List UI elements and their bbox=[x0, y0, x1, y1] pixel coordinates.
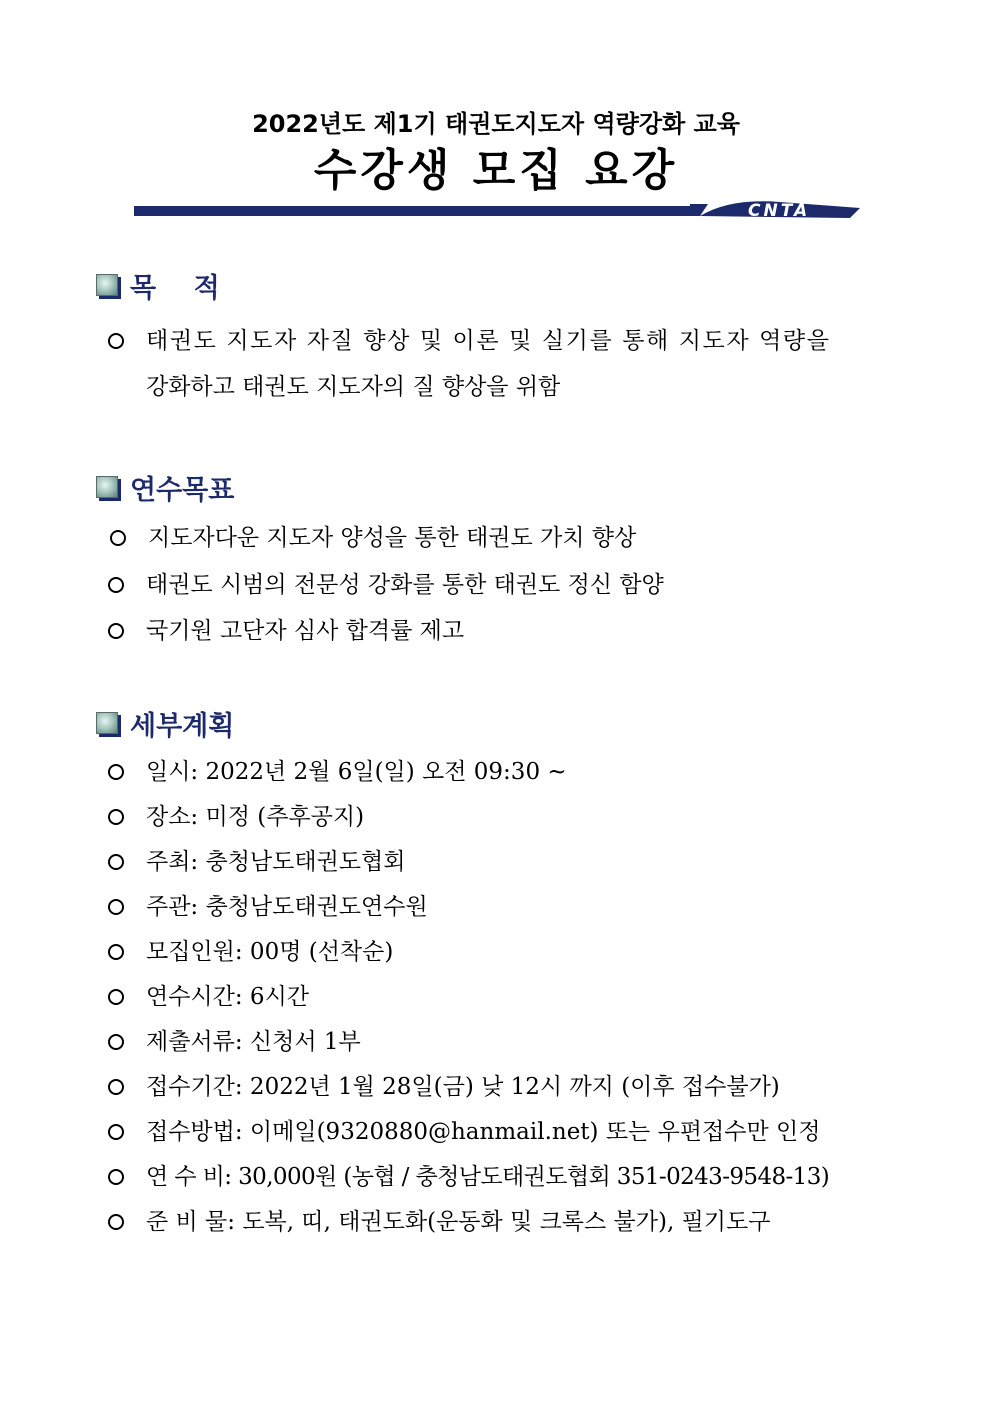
cnta-logo-text: CNTA bbox=[748, 201, 811, 221]
plan-item-text: 주관: 충청남도태권도연수원 bbox=[146, 894, 428, 920]
circle-bullet-icon bbox=[108, 1034, 124, 1050]
goal-item-text: 태권도 시범의 전문성 강화를 통한 태권도 정신 함양 bbox=[146, 572, 664, 598]
plan-item-text: 제출서류: 신청서 1부 bbox=[146, 1029, 361, 1055]
square-bullet-icon bbox=[96, 712, 118, 734]
circle-bullet-icon bbox=[108, 899, 124, 915]
circle-bullet-icon bbox=[108, 1079, 124, 1095]
cnta-logo bbox=[690, 194, 866, 224]
circle-bullet-icon bbox=[108, 854, 124, 870]
purpose-line-2: 강화하고 태권도 지도자의 질 향상을 위함 bbox=[146, 374, 561, 400]
section-goals-header bbox=[96, 470, 234, 504]
purpose-line-1: 태권도 지도자 자질 향상 및 이론 및 실기를 통해 지도자 역량을 bbox=[146, 328, 831, 354]
circle-bullet-icon bbox=[108, 577, 124, 593]
purpose-item bbox=[108, 326, 831, 356]
section-plan-header bbox=[96, 706, 234, 740]
plan-item bbox=[108, 937, 393, 967]
document-subtitle: 2022년도 제1기 태권도지도자 역량강화 교육 bbox=[252, 110, 740, 138]
circle-bullet-icon bbox=[108, 1214, 124, 1230]
goal-item-text: 국기원 고단자 심사 합격률 제고 bbox=[146, 618, 465, 644]
circle-bullet-icon bbox=[108, 333, 124, 349]
plan-item-text: 접수기간: 2022년 1월 28일(금) 낮 12시 까지 (이후 접수불가) bbox=[146, 1074, 780, 1100]
plan-item bbox=[108, 982, 309, 1012]
plan-item bbox=[108, 1072, 780, 1102]
plan-item bbox=[108, 757, 567, 787]
plan-item-text: 연수시간: 6시간 bbox=[146, 984, 310, 1010]
circle-bullet-icon bbox=[108, 989, 124, 1005]
plan-item-text: 접수방법: 이메일(9320880@hanmail.net) 또는 우편접수만 인정 bbox=[146, 1119, 821, 1145]
circle-bullet-icon bbox=[108, 809, 124, 825]
goal-item bbox=[110, 523, 636, 553]
plan-item bbox=[108, 1162, 829, 1192]
circle-bullet-icon bbox=[108, 944, 124, 960]
goal-item-text: 지도자다운 지도자 양성을 통한 태권도 가치 향상 bbox=[148, 525, 637, 551]
goal-item bbox=[108, 616, 464, 646]
section-goals-label: 연수목표 bbox=[130, 474, 235, 506]
goal-item bbox=[108, 570, 664, 600]
circle-bullet-icon bbox=[108, 623, 124, 639]
plan-item-text: 주최: 충청남도태권도협회 bbox=[146, 849, 406, 875]
plan-item bbox=[108, 1207, 770, 1237]
circle-bullet-icon bbox=[108, 764, 124, 780]
plan-item bbox=[108, 847, 405, 877]
section-purpose-label: 목 적 bbox=[130, 272, 220, 304]
section-purpose-header bbox=[96, 268, 220, 302]
square-bullet-icon bbox=[96, 476, 118, 498]
plan-item bbox=[108, 892, 428, 922]
square-bullet-icon bbox=[96, 274, 118, 296]
plan-item bbox=[108, 1027, 361, 1057]
plan-item bbox=[108, 802, 364, 832]
plan-item-text: 일시: 2022년 2월 6일(일) 오전 09:30 ~ bbox=[146, 759, 567, 785]
circle-bullet-icon bbox=[108, 1124, 124, 1140]
plan-item bbox=[108, 1117, 820, 1147]
plan-item-text: 연 수 비: 30,000원 (농협 / 충청남도태권도협회 351-0243-9548-13) bbox=[146, 1164, 830, 1190]
plan-item-text: 준 비 물: 도복, 띠, 태권도화(운동화 및 크록스 불가), 필기도구 bbox=[146, 1209, 771, 1235]
document-title: 수강생 모집 요강 bbox=[313, 145, 679, 196]
plan-item-text: 모집인원: 00명 (선착순) bbox=[146, 939, 394, 965]
plan-item-text: 장소: 미정 (추후공지) bbox=[146, 804, 365, 830]
title-underline-bar bbox=[134, 206, 700, 216]
section-plan-label: 세부계획 bbox=[130, 710, 235, 742]
circle-bullet-icon bbox=[110, 530, 126, 546]
circle-bullet-icon bbox=[108, 1169, 124, 1185]
